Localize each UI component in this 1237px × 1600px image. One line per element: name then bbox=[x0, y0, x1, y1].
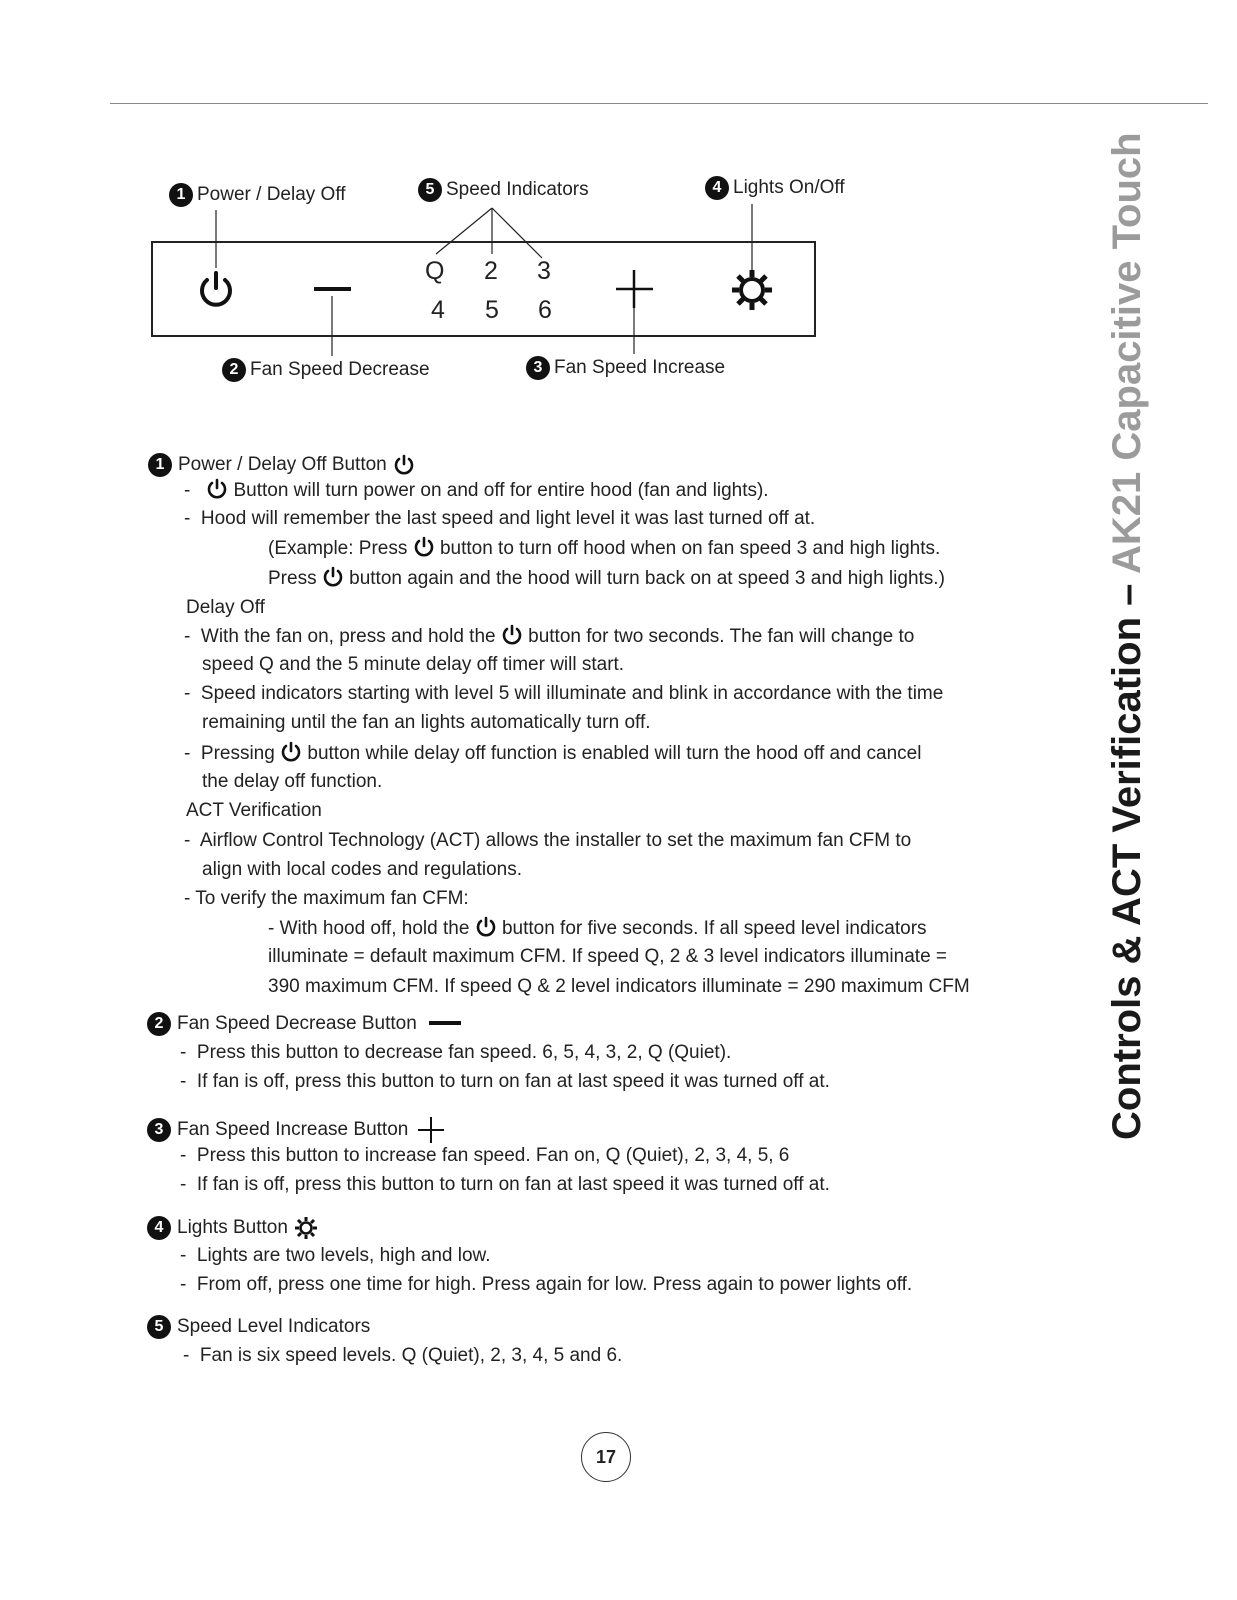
section-title: Power / Delay Off Button bbox=[178, 454, 387, 475]
power-example-line-1 bbox=[268, 536, 940, 561]
leader-speed-3 bbox=[492, 208, 542, 258]
act-sub-bullet-cont-1: illuminate = default maximum CFM. If speed Q, 2 & 3 level indicators illuminate = bbox=[268, 946, 948, 967]
bullet-text: Fan is six speed levels. Q (Quiet), 2, 3, 4, 5 and 6. bbox=[199, 1345, 623, 1366]
decrease-bullet-2: - If fan is off, press this button to turn on fan at last speed it was turned off at. bbox=[180, 1071, 830, 1092]
act-bullet-1-cont: align with local codes and regulations. bbox=[202, 859, 523, 880]
power-icon bbox=[322, 566, 344, 588]
callout-label: Speed Indicators bbox=[446, 179, 589, 200]
section-number: 4 bbox=[147, 1216, 171, 1240]
delay-bullet-2-cont: remaining until the fan an lights automatically turn off. bbox=[202, 712, 651, 733]
section-power-heading bbox=[148, 453, 415, 477]
indicators-bullet-1: - Fan is six speed levels. Q (Quiet), 2, 3, 4, 5 and 6. bbox=[183, 1345, 623, 1366]
bullet-text: Button will turn power on and off for entire hood (fan and lights). bbox=[233, 480, 769, 501]
bullet-text: Press this button to decrease fan speed. 6, 5, 4, 3, 2, Q (Quiet). bbox=[196, 1042, 732, 1063]
bullet-text: If fan is off, press this button to turn on fan at last speed it was turned off at. bbox=[196, 1071, 830, 1092]
power-icon bbox=[413, 536, 435, 558]
light-gear-icon bbox=[294, 1216, 318, 1240]
callout-number: 5 bbox=[418, 178, 442, 202]
plus-icon bbox=[414, 1115, 448, 1145]
power-icon bbox=[202, 273, 230, 305]
callout-decrease bbox=[222, 358, 430, 382]
speed-indicator-q: Q bbox=[425, 257, 445, 285]
bullet-text: If fan is off, press this button to turn on fan at last speed it was turned off at. bbox=[196, 1174, 830, 1195]
speed-indicator-2: 2 bbox=[484, 257, 498, 285]
section-number: 1 bbox=[148, 453, 172, 477]
bullet-text: Press this button to increase fan speed. Fan on, Q (Quiet), 2, 3, 4, 5, 6 bbox=[196, 1145, 790, 1166]
power-bullet-1: - Button will turn power on and off for entire hood (fan and lights). bbox=[184, 480, 769, 501]
section-lights-heading bbox=[147, 1216, 318, 1240]
callout-speed-indicators bbox=[418, 178, 589, 202]
section-number: 5 bbox=[147, 1315, 171, 1339]
page-number: 17 bbox=[581, 1432, 631, 1482]
bullet-text: From off, press one time for high. Press again for low. Press again to power lights off. bbox=[196, 1274, 913, 1295]
bullet-text: Airflow Control Technology (ACT) allows the installer to set the maximum fan CFM to bbox=[199, 830, 912, 851]
delay-bullet-1: - With the fan on, press and hold the button for two seconds. The fan will change to bbox=[184, 626, 915, 647]
callout-number: 4 bbox=[705, 176, 729, 200]
example-text: button to turn off hood when on fan speed 3 and high lights. bbox=[439, 538, 941, 559]
speed-indicator-6: 6 bbox=[538, 296, 552, 324]
bullet-text: Pressing bbox=[200, 743, 275, 764]
delay-off-heading: Delay Off bbox=[186, 597, 265, 618]
callout-power bbox=[169, 183, 346, 207]
leader-speed-q bbox=[436, 208, 492, 254]
bullet-text: button for two seconds. The fan will change to bbox=[528, 626, 915, 647]
callout-label: Power / Delay Off bbox=[197, 184, 346, 205]
side-title-main: Controls & ACT Verification – bbox=[1105, 574, 1149, 1140]
section-title: Lights Button bbox=[177, 1217, 288, 1238]
speed-indicator-3: 3 bbox=[537, 257, 551, 285]
increase-bullet-2: - If fan is off, press this button to turn on fan at last speed it was turned off at. bbox=[180, 1174, 830, 1195]
bullet-text: Hood will remember the last speed and light level it was last turned off at. bbox=[200, 508, 816, 529]
example-text: button again and the hood will turn back on at speed 3 and high lights.) bbox=[349, 568, 945, 589]
section-title: Speed Level Indicators bbox=[177, 1316, 371, 1337]
minus-icon bbox=[423, 1017, 465, 1031]
speed-indicator-5: 5 bbox=[485, 296, 499, 324]
bullet-text: With the fan on, press and hold the bbox=[200, 626, 496, 647]
section-title: Fan Speed Increase Button bbox=[177, 1119, 409, 1140]
plus-icon bbox=[616, 270, 653, 308]
bullet-text: Speed indicators starting with level 5 will illuminate and blink in accordance with the time bbox=[200, 683, 944, 704]
control-panel-diagram bbox=[0, 0, 1237, 420]
side-title-model: AK21 Capacitive Touch bbox=[1105, 132, 1149, 574]
power-example-line-2 bbox=[268, 566, 945, 591]
delay-bullet-1-cont: speed Q and the 5 minute delay off timer will start. bbox=[202, 654, 625, 675]
bullet-text: - With hood off, hold the bbox=[268, 918, 470, 939]
act-sub-bullet-cont-2: 390 maximum CFM. If speed Q & 2 level indicators illuminate = 290 maximum CFM bbox=[268, 976, 970, 997]
callout-number: 3 bbox=[526, 356, 550, 380]
delay-bullet-3: - Pressing button while delay off function is enabled will turn the hood off and cancel bbox=[184, 743, 922, 764]
example-text: Press bbox=[268, 568, 317, 589]
power-icon bbox=[393, 454, 415, 476]
power-bullet-2: - Hood will remember the last speed and light level it was last turned off at. bbox=[184, 508, 816, 529]
power-icon bbox=[475, 916, 497, 938]
callout-lights bbox=[705, 176, 845, 200]
power-icon bbox=[501, 624, 523, 646]
increase-bullet-1: - Press this button to increase fan speed. Fan on, Q (Quiet), 2, 3, 4, 5, 6 bbox=[180, 1145, 790, 1166]
power-icon bbox=[206, 478, 228, 500]
light-gear-icon bbox=[732, 270, 772, 310]
act-verification-heading: ACT Verification bbox=[186, 800, 322, 821]
callout-increase bbox=[526, 356, 725, 380]
callout-number: 2 bbox=[222, 358, 246, 382]
bullet-text: button for five seconds. If all speed level indicators bbox=[501, 918, 927, 939]
section-number: 3 bbox=[147, 1118, 171, 1142]
speed-indicator-4: 4 bbox=[431, 296, 445, 324]
lights-bullet-2: - From off, press one time for high. Press again for low. Press again to power lights off. bbox=[180, 1274, 913, 1295]
lights-bullet-1: - Lights are two levels, high and low. bbox=[180, 1245, 491, 1266]
section-title: Fan Speed Decrease Button bbox=[177, 1013, 417, 1034]
power-icon bbox=[280, 741, 302, 763]
bullet-text: button while delay off function is enabled will turn the hood off and cancel bbox=[307, 743, 922, 764]
act-bullet-2: - To verify the maximum fan CFM: bbox=[184, 888, 469, 909]
bullet-text: Lights are two levels, high and low. bbox=[196, 1245, 491, 1266]
section-decrease-heading bbox=[147, 1012, 465, 1036]
callout-label: Lights On/Off bbox=[733, 177, 845, 198]
section-indicators-heading bbox=[147, 1315, 370, 1339]
delay-bullet-2: - Speed indicators starting with level 5 will illuminate and blink in accordance with the time bbox=[184, 683, 944, 704]
delay-bullet-3-cont: the delay off function. bbox=[202, 771, 383, 792]
example-text: (Example: Press bbox=[268, 538, 408, 559]
section-increase-heading bbox=[147, 1115, 448, 1145]
callout-label: Fan Speed Increase bbox=[554, 357, 726, 378]
decrease-bullet-1: - Press this button to decrease fan speed. 6, 5, 4, 3, 2, Q (Quiet). bbox=[180, 1042, 732, 1063]
callout-number: 1 bbox=[169, 183, 193, 207]
section-number: 2 bbox=[147, 1012, 171, 1036]
act-sub-bullet bbox=[268, 916, 927, 941]
act-bullet-1: - Airflow Control Technology (ACT) allows the installer to set the maximum fan CFM to bbox=[184, 830, 912, 851]
callout-label: Fan Speed Decrease bbox=[250, 359, 430, 380]
